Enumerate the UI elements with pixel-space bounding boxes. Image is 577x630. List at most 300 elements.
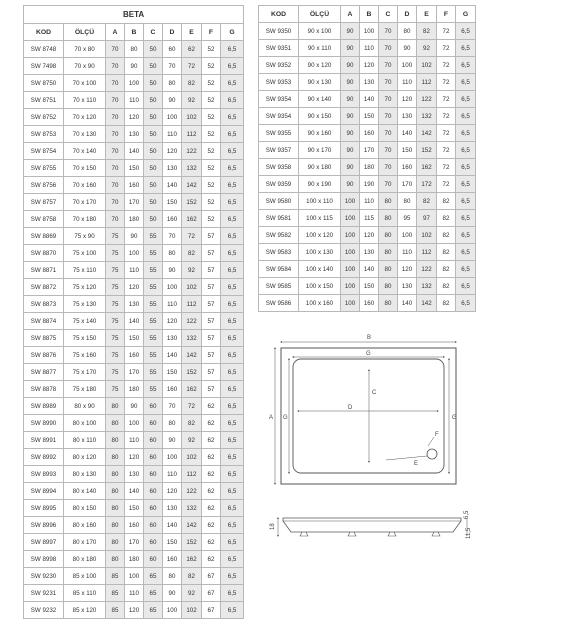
left-cell: 112	[182, 296, 202, 313]
right-cell: 100	[341, 295, 360, 312]
label-g-left: G	[283, 415, 288, 421]
left-cell: 6,5	[221, 449, 244, 466]
right-header-1: ÖLÇÜ	[299, 6, 341, 23]
left-cell: 90	[125, 228, 144, 245]
right-cell: 90 x 160	[299, 125, 341, 142]
left-cell: 52	[202, 58, 221, 75]
left-cell: 6,5	[221, 228, 244, 245]
right-cell: 80	[379, 244, 398, 261]
right-cell: 90	[341, 159, 360, 176]
left-cell: 140	[125, 483, 144, 500]
right-cell: 6,5	[456, 193, 476, 210]
right-cell: 90 x 110	[299, 40, 341, 57]
left-cell: 150	[125, 500, 144, 517]
left-cell: 80	[106, 551, 125, 568]
left-cell: 60	[144, 500, 163, 517]
left-cell: 75 x 110	[64, 262, 106, 279]
left-cell: 80	[106, 483, 125, 500]
left-cell: 90	[163, 262, 182, 279]
right-cell: 142	[417, 125, 437, 142]
left-cell: 80	[163, 75, 182, 92]
left-cell: 100	[163, 449, 182, 466]
right-cell: 82	[417, 193, 437, 210]
left-cell: 80 x 170	[64, 534, 106, 551]
label-side-height: 18	[270, 523, 276, 530]
right-cell: 70	[379, 23, 398, 40]
left-cell: 85	[106, 602, 125, 619]
left-cell: SW 9231	[24, 585, 64, 602]
right-cell: 190	[360, 176, 379, 193]
right-cell: 122	[417, 261, 437, 278]
left-cell: 80 x 180	[64, 551, 106, 568]
left-header-4: C	[144, 24, 163, 41]
table-row	[24, 347, 244, 364]
left-cell: 70 x 130	[64, 126, 106, 143]
drain-icon	[427, 449, 437, 459]
left-cell: SW 8871	[24, 262, 64, 279]
left-cell: 50	[144, 75, 163, 92]
left-cell: 6,5	[221, 432, 244, 449]
left-cell: 80 x 150	[64, 500, 106, 517]
right-cell: 70	[379, 125, 398, 142]
left-cell: 82	[182, 245, 202, 262]
right-cell: 6,5	[456, 74, 476, 91]
left-cell: 85 x 110	[64, 585, 106, 602]
left-cell: 55	[144, 245, 163, 262]
left-cell: 80 x 110	[64, 432, 106, 449]
right-header-3: B	[360, 6, 379, 23]
left-cell: SW 8991	[24, 432, 64, 449]
left-cell: 50	[144, 177, 163, 194]
left-cell: 85 x 120	[64, 602, 106, 619]
left-cell: 62	[202, 449, 221, 466]
right-cell: 70	[379, 142, 398, 159]
left-cell: 80	[125, 41, 144, 58]
left-cell: 70 x 180	[64, 211, 106, 228]
left-cell: 55	[144, 330, 163, 347]
left-cell: 55	[144, 364, 163, 381]
right-cell: 6,5	[456, 295, 476, 312]
right-cell: 70	[379, 74, 398, 91]
left-cell: 6,5	[221, 330, 244, 347]
left-cell: 142	[182, 177, 202, 194]
left-cell: 70	[163, 398, 182, 415]
left-cell: 90	[125, 398, 144, 415]
left-cell: 70	[163, 228, 182, 245]
left-cell: 6,5	[221, 517, 244, 534]
left-cell: SW 8993	[24, 466, 64, 483]
left-cell: 140	[125, 313, 144, 330]
right-cell: 90 x 190	[299, 176, 341, 193]
right-cell: SW 9354	[259, 108, 299, 125]
right-cell: 82	[437, 261, 456, 278]
right-cell: 110	[360, 193, 379, 210]
left-cell: SW 8873	[24, 296, 64, 313]
right-cell: 180	[360, 159, 379, 176]
left-cell: 6,5	[221, 602, 244, 619]
left-cell: 140	[163, 517, 182, 534]
right-cell: 100 x 140	[299, 261, 341, 278]
right-cell: 70	[379, 40, 398, 57]
left-cell: 75 x 130	[64, 296, 106, 313]
left-cell: 70	[106, 211, 125, 228]
left-cell: 90	[125, 58, 144, 75]
right-header-5: D	[398, 6, 417, 23]
table-row	[259, 159, 476, 176]
top-view	[275, 342, 456, 484]
left-cell: 75	[106, 262, 125, 279]
left-cell: 6,5	[221, 177, 244, 194]
left-cell: 132	[182, 330, 202, 347]
left-cell: 140	[163, 177, 182, 194]
left-cell: 70	[106, 126, 125, 143]
left-cell: 57	[202, 279, 221, 296]
right-cell: 80	[379, 278, 398, 295]
left-cell: 130	[163, 160, 182, 177]
left-cell: 60	[144, 415, 163, 432]
left-cell: 50	[144, 160, 163, 177]
table-row	[259, 108, 476, 125]
right-cell: 6,5	[456, 91, 476, 108]
left-cell: 130	[125, 466, 144, 483]
left-cell: 100	[163, 602, 182, 619]
left-cell: 52	[202, 92, 221, 109]
right-cell: SW 9583	[259, 244, 299, 261]
right-cell: 100 x 160	[299, 295, 341, 312]
left-cell: 92	[182, 262, 202, 279]
right-cell: 100	[398, 227, 417, 244]
right-cell: SW 9355	[259, 125, 299, 142]
left-cell: 70 x 90	[64, 58, 106, 75]
right-cell: 100	[341, 244, 360, 261]
left-cell: 180	[125, 211, 144, 228]
right-cell: 140	[360, 91, 379, 108]
label-d: D	[348, 405, 353, 411]
left-cell: 6,5	[221, 466, 244, 483]
label-side-rim: 6,5	[464, 510, 470, 519]
left-cell: 170	[125, 534, 144, 551]
left-cell: 60	[144, 551, 163, 568]
left-cell: 75 x 100	[64, 245, 106, 262]
left-cell: 75	[106, 228, 125, 245]
label-side-depth: 11,5	[466, 527, 472, 539]
left-cell: 80	[163, 415, 182, 432]
right-cell: SW 9351	[259, 40, 299, 57]
left-cell: 57	[202, 313, 221, 330]
left-cell: 75 x 90	[64, 228, 106, 245]
left-cell: 6,5	[221, 279, 244, 296]
left-cell: 92	[182, 92, 202, 109]
table-row	[24, 517, 244, 534]
table-row	[259, 74, 476, 91]
left-cell: 102	[182, 602, 202, 619]
right-cell: 162	[417, 159, 437, 176]
left-cell: 90	[163, 585, 182, 602]
table-row	[24, 194, 244, 211]
left-cell: 110	[125, 432, 144, 449]
right-cell: 102	[417, 57, 437, 74]
left-cell: 62	[202, 398, 221, 415]
right-cell: 90	[341, 23, 360, 40]
left-cell: 65	[144, 602, 163, 619]
left-cell: 80	[106, 432, 125, 449]
table-row	[259, 142, 476, 159]
left-cell: 62	[182, 41, 202, 58]
left-cell: 140	[125, 143, 144, 160]
table-row	[24, 483, 244, 500]
right-cell: SW 9353	[259, 74, 299, 91]
right-cell: 6,5	[456, 227, 476, 244]
right-cell: 150	[360, 278, 379, 295]
right-cell: 70	[379, 176, 398, 193]
left-cell: 6,5	[221, 313, 244, 330]
right-cell: 72	[437, 91, 456, 108]
left-cell: SW 8875	[24, 330, 64, 347]
left-cell: SW 8751	[24, 92, 64, 109]
left-cell: 60	[144, 517, 163, 534]
right-cell: 132	[417, 278, 437, 295]
left-cell: 162	[182, 211, 202, 228]
left-cell: 57	[202, 262, 221, 279]
right-cell: 90 x 150	[299, 108, 341, 125]
left-cell: 150	[125, 160, 144, 177]
left-cell: 70	[106, 58, 125, 75]
left-cell: 6,5	[221, 415, 244, 432]
left-cell: 6,5	[221, 568, 244, 585]
right-cell: 90 x 180	[299, 159, 341, 176]
table-row	[24, 534, 244, 551]
left-cell: 122	[182, 483, 202, 500]
left-cell: 72	[182, 58, 202, 75]
right-cell: 80	[398, 23, 417, 40]
right-cell: 6,5	[456, 261, 476, 278]
right-cell: SW 9357	[259, 142, 299, 159]
right-cell: SW 9582	[259, 227, 299, 244]
left-cell: 57	[202, 347, 221, 364]
left-cell: 130	[125, 296, 144, 313]
right-cell: 110	[398, 74, 417, 91]
right-cell: 110	[360, 40, 379, 57]
left-cell: SW 8877	[24, 364, 64, 381]
left-cell: 150	[163, 364, 182, 381]
table-row	[24, 296, 244, 313]
left-cell: 52	[202, 143, 221, 160]
left-cell: 6,5	[221, 398, 244, 415]
right-cell: 90	[341, 125, 360, 142]
left-cell: 6,5	[221, 364, 244, 381]
left-cell: 75	[106, 279, 125, 296]
table-row	[24, 313, 244, 330]
left-cell: 70 x 150	[64, 160, 106, 177]
left-cell: 6,5	[221, 347, 244, 364]
left-cell: 62	[202, 517, 221, 534]
left-cell: 52	[202, 109, 221, 126]
left-header-7: F	[202, 24, 221, 41]
right-cell: 6,5	[456, 159, 476, 176]
left-cell: 82	[182, 75, 202, 92]
left-cell: 70 x 100	[64, 75, 106, 92]
left-cell: SW 8874	[24, 313, 64, 330]
left-cell: 60	[144, 398, 163, 415]
right-cell: 97	[417, 210, 437, 227]
left-cell: 6,5	[221, 483, 244, 500]
table-row	[259, 125, 476, 142]
right-cell: 82	[437, 244, 456, 261]
left-cell: 120	[125, 279, 144, 296]
left-cell: 142	[182, 347, 202, 364]
left-cell: 80 x 90	[64, 398, 106, 415]
left-table-header	[24, 24, 244, 41]
left-cell: 67	[202, 585, 221, 602]
left-cell: 60	[163, 41, 182, 58]
right-cell: 130	[398, 108, 417, 125]
left-cell: 62	[202, 534, 221, 551]
left-cell: 50	[144, 41, 163, 58]
left-cell: SW 8990	[24, 415, 64, 432]
right-table-body	[259, 23, 476, 312]
right-cell: 150	[398, 142, 417, 159]
table-row	[24, 262, 244, 279]
left-cell: 70	[106, 143, 125, 160]
left-cell: 162	[182, 551, 202, 568]
left-cell: 67	[202, 602, 221, 619]
table-row	[24, 381, 244, 398]
left-cell: 55	[144, 279, 163, 296]
right-cell: 150	[360, 108, 379, 125]
table-row	[259, 176, 476, 193]
left-cell: 80	[106, 398, 125, 415]
left-cell: 57	[202, 296, 221, 313]
table-row	[24, 330, 244, 347]
left-cell: 57	[202, 381, 221, 398]
left-header-3: B	[125, 24, 144, 41]
right-cell: 100 x 115	[299, 210, 341, 227]
right-cell: 90 x 130	[299, 74, 341, 91]
table-row	[259, 40, 476, 57]
table-row	[24, 551, 244, 568]
right-cell: 100 x 110	[299, 193, 341, 210]
left-cell: 55	[144, 381, 163, 398]
right-cell: 72	[437, 74, 456, 91]
left-header-6: E	[182, 24, 202, 41]
left-cell: 50	[144, 126, 163, 143]
left-cell: 110	[163, 466, 182, 483]
left-cell: 57	[202, 245, 221, 262]
left-cell: 6,5	[221, 245, 244, 262]
right-cell: 100 x 150	[299, 278, 341, 295]
right-cell: SW 9352	[259, 57, 299, 74]
table-row	[259, 57, 476, 74]
left-cell: SW 8753	[24, 126, 64, 143]
table-row	[24, 500, 244, 517]
right-cell: 122	[417, 91, 437, 108]
right-cell: 72	[437, 125, 456, 142]
left-cell: 90	[163, 92, 182, 109]
right-cell: 6,5	[456, 278, 476, 295]
left-cell: 160	[125, 517, 144, 534]
left-cell: 52	[202, 41, 221, 58]
left-cell: 52	[202, 194, 221, 211]
side-view	[278, 518, 467, 536]
right-cell: 100 x 120	[299, 227, 341, 244]
beta-title: BETA	[24, 6, 244, 24]
left-cell: 160	[163, 381, 182, 398]
right-cell: SW 9586	[259, 295, 299, 312]
table-row	[259, 261, 476, 278]
table-row	[24, 279, 244, 296]
right-cell: 80	[379, 295, 398, 312]
left-cell: 110	[125, 262, 144, 279]
table-row	[24, 92, 244, 109]
right-cell: 80	[379, 261, 398, 278]
left-cell: 52	[202, 160, 221, 177]
right-cell: 90	[341, 57, 360, 74]
right-cell: 80	[379, 210, 398, 227]
right-cell: 140	[360, 261, 379, 278]
left-cell: 70	[106, 160, 125, 177]
table-row	[24, 602, 244, 619]
table-row	[24, 432, 244, 449]
right-cell: 92	[417, 40, 437, 57]
left-cell: 110	[163, 126, 182, 143]
right-cell: 152	[417, 142, 437, 159]
right-cell: 120	[360, 57, 379, 74]
left-cell: 75 x 140	[64, 313, 106, 330]
left-cell: 70	[106, 41, 125, 58]
left-cell: SW 8869	[24, 228, 64, 245]
left-cell: 122	[182, 143, 202, 160]
right-cell: 160	[398, 159, 417, 176]
right-cell: 82	[437, 210, 456, 227]
right-cell: 142	[417, 295, 437, 312]
left-cell: 70 x 140	[64, 143, 106, 160]
table-row	[24, 211, 244, 228]
left-cell: 70	[106, 177, 125, 194]
left-cell: 75	[106, 381, 125, 398]
left-cell: 6,5	[221, 143, 244, 160]
right-cell: 6,5	[456, 142, 476, 159]
left-cell: 152	[182, 364, 202, 381]
left-cell: 70 x 110	[64, 92, 106, 109]
left-header-0: KOD	[24, 24, 64, 41]
left-cell: 70	[163, 58, 182, 75]
left-cell: 150	[163, 534, 182, 551]
left-header-2: A	[106, 24, 125, 41]
left-cell: SW 8989	[24, 398, 64, 415]
table-row	[259, 278, 476, 295]
left-cell: 75	[106, 347, 125, 364]
left-cell: 82	[182, 568, 202, 585]
left-cell: 100	[163, 109, 182, 126]
left-cell: 75 x 180	[64, 381, 106, 398]
right-cell: SW 9359	[259, 176, 299, 193]
left-cell: 6,5	[221, 551, 244, 568]
left-cell: 6,5	[221, 211, 244, 228]
left-cell: 60	[144, 483, 163, 500]
table-row	[24, 160, 244, 177]
left-cell: 112	[182, 466, 202, 483]
left-cell: SW 8757	[24, 194, 64, 211]
left-cell: 70	[106, 194, 125, 211]
left-cell: 6,5	[221, 585, 244, 602]
left-cell: 50	[144, 92, 163, 109]
left-cell: 132	[182, 160, 202, 177]
left-cell: 110	[125, 92, 144, 109]
right-cell: 112	[417, 74, 437, 91]
left-cell: SW 8997	[24, 534, 64, 551]
left-cell: 120	[125, 109, 144, 126]
left-cell: 85	[106, 568, 125, 585]
